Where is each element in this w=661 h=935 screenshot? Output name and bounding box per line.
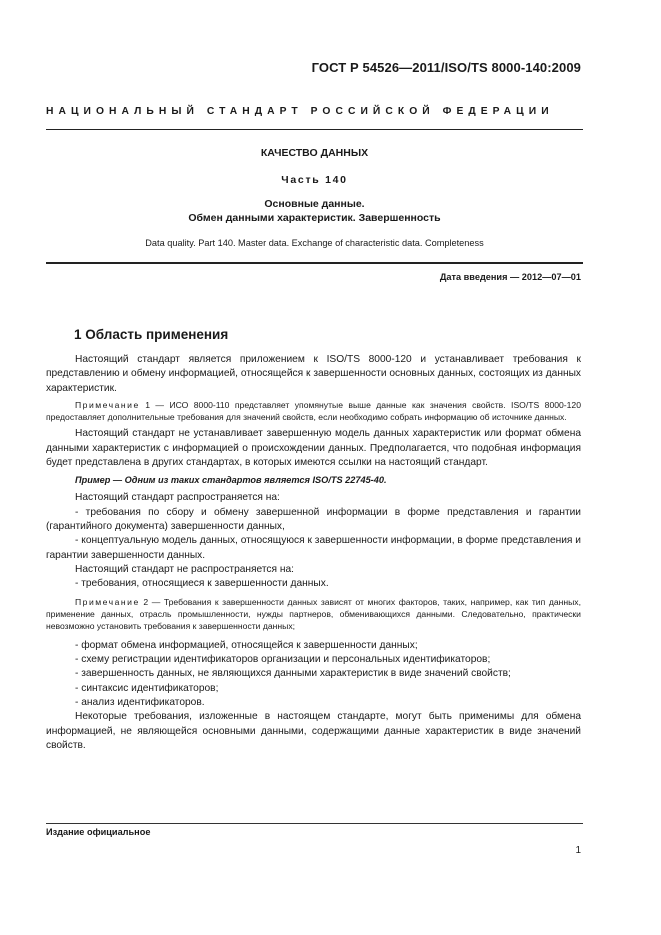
edition-label: Издание официальное bbox=[46, 827, 151, 837]
list-item: - завершенность данных, не являющихся данными характеристик в виде значений свойств; bbox=[75, 668, 511, 680]
note-2-label: Примечание bbox=[75, 597, 140, 608]
top-divider bbox=[46, 129, 583, 130]
section-heading: 1 Область применения bbox=[74, 327, 229, 342]
part-label: Часть 140 bbox=[281, 174, 348, 186]
paragraph-model: Настоящий стандарт не устанавливает завершенную модель данных характеристик или формат обмена данными характеристик с информацией о происхождении данных. Предполагается, что подобная информация будет представлена в других стандартах, в которых имеются ссылки на настоящий стандарт. bbox=[46, 428, 581, 469]
note-1 bbox=[46, 400, 581, 424]
paragraph-scope: Настоящий стандарт является приложением к ISO/TS 8000-120 и устанавливает требования к представлению и обмену информацией, относящейся к завершенности основных данных, состоящих из данных характеристик. bbox=[46, 354, 581, 394]
english-title: Data quality. Part 140. Master data. Exchange of characteristic data. Completeness bbox=[145, 238, 484, 248]
paragraph-not-applies: Настоящий стандарт не распространяется на: bbox=[75, 563, 295, 575]
list-item: - концептуальную модель данных, относящуюся к завершенности информации, в форме представления и гарантии завершенности данных. bbox=[46, 535, 581, 561]
note-2 bbox=[46, 597, 581, 632]
section-body bbox=[46, 353, 581, 753]
list-item: - требования по сбору и обмену завершенной информации в форме представления и гарантии (гарантийного документа) завершенности данных, bbox=[46, 506, 581, 532]
document-number: ГОСТ Р 54526—2011/ISO/TS 8000-140:2009 bbox=[311, 60, 581, 75]
paragraph-applies: Настоящий стандарт распространяется на: bbox=[75, 492, 280, 504]
list-item: - схему регистрации идентификаторов организации и персональных идентификаторов; bbox=[75, 654, 491, 666]
introduction-date: Дата введения — 2012—07—01 bbox=[439, 272, 581, 282]
note-1-label: Примечание bbox=[75, 399, 140, 410]
note-2-text: 2 — Требования к завершенности данных зависят от многих факторов, таких, например, как тип данных, применение данных, отрасль промышленности, нужды партнеров, обменивающихся данными. Следовательно, практически невозможно установить требования к завершенности данных; bbox=[46, 597, 581, 632]
example: Пример — Одним из таких стандартов является ISO/TS 22745-40. bbox=[75, 475, 387, 486]
note-1-text: 1 — ИСО 8000-110 представляет упомянутые выше данные как значения свойств. ISO/TS 8000-120 предоставляет дополнительные требования для значений свойств, если необходимо собрать информацию об источнике данных. bbox=[46, 399, 581, 422]
subtitle-line-1: Основные данные. bbox=[264, 198, 365, 210]
standard-type-banner: НАЦИОНАЛЬНЫЙ СТАНДАРТ РОССИЙСКОЙ ФЕДЕРАЦИИ bbox=[46, 106, 554, 117]
list-item: - анализ идентификаторов. bbox=[75, 697, 205, 709]
subtitle-line-2: Обмен данными характеристик. Завершенность bbox=[188, 211, 441, 224]
page-number: 1 bbox=[575, 845, 581, 856]
paragraph-applicability: Некоторые требования, изложенные в настоящем стандарте, могут быть применимы для обмена информацией, не являющейся основными данными, содержащими данные характеристик в виде значений свойств. bbox=[46, 711, 581, 751]
list-item: - требования, относящиеся к завершенности данных. bbox=[75, 578, 329, 590]
document-title: КАЧЕСТВО ДАННЫХ bbox=[260, 147, 369, 159]
list-item: - формат обмена информацией, относящейся к завершенности данных; bbox=[75, 639, 418, 651]
title-divider bbox=[46, 262, 583, 264]
footer-divider bbox=[46, 823, 583, 824]
document-subtitle bbox=[46, 198, 583, 225]
list-item: - синтаксис идентификаторов; bbox=[75, 682, 219, 694]
